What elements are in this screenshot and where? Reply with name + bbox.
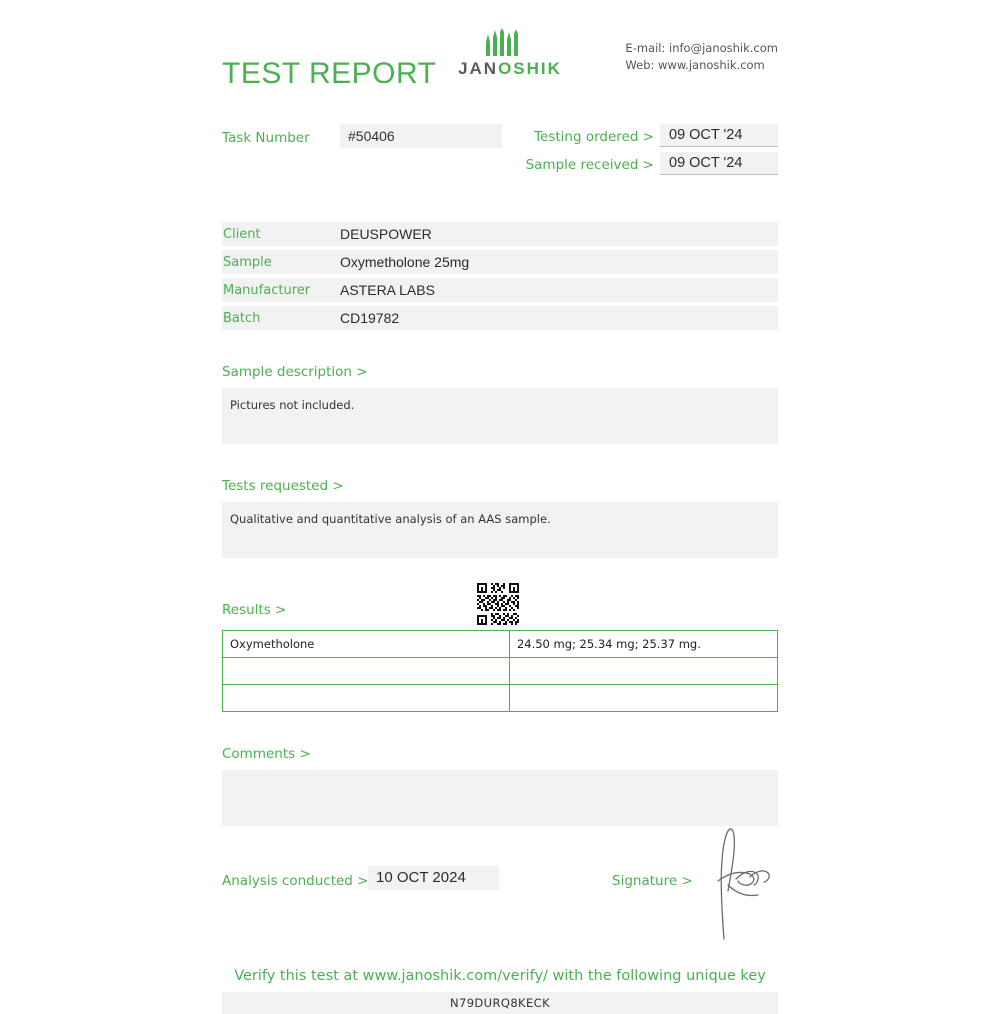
testing-ordered-value: 09 OCT '24 <box>660 124 778 147</box>
info-value-batch: CD19782 <box>340 310 400 326</box>
sample-received-value: 09 OCT '24 <box>660 152 778 175</box>
result-amount: 24.50 mg; 25.34 mg; 25.37 mg. <box>509 631 777 658</box>
logo-chart-icon <box>450 28 570 56</box>
analysis-conducted-label: Analysis conducted > <box>222 873 369 889</box>
info-value-client: DEUSPOWER <box>340 226 432 242</box>
info-value-manufacturer: ASTERA LABS <box>340 282 435 298</box>
logo-text-dark: JAN <box>458 59 499 78</box>
report-header <box>222 0 778 115</box>
analysis-row <box>222 856 778 956</box>
info-row-sample <box>222 250 778 274</box>
info-row-manufacturer <box>222 278 778 302</box>
report-document <box>222 0 778 1010</box>
qr-code-icon <box>475 581 521 627</box>
result-substance: Oxymetholone <box>223 631 510 658</box>
result-substance <box>223 685 510 712</box>
signature-image <box>706 821 776 941</box>
verify-key: N79DURQ8KECK <box>222 992 778 1014</box>
sample-received-label: Sample received > <box>525 157 654 173</box>
info-label-manufacturer: Manufacturer <box>223 283 311 298</box>
info-label-client: Client <box>223 227 261 242</box>
results-table <box>222 630 778 712</box>
contact-web: Web: www.janoshik.com <box>625 58 765 72</box>
task-row <box>222 124 778 182</box>
signature-label: Signature > <box>612 873 693 889</box>
tests-requested-heading: Tests requested > <box>222 478 344 494</box>
dates-block <box>520 124 778 180</box>
result-substance <box>223 658 510 685</box>
logo-wordmark <box>450 59 570 79</box>
info-row-client <box>222 222 778 246</box>
contact-block <box>625 40 778 74</box>
results-heading-row <box>222 586 778 630</box>
result-amount <box>509 685 777 712</box>
task-number-value: #50406 <box>340 124 502 148</box>
results-heading: Results > <box>222 602 287 618</box>
info-label-batch: Batch <box>223 311 261 326</box>
result-amount <box>509 658 777 685</box>
logo-text-green: OSHIK <box>498 59 562 78</box>
contact-email: E-mail: info@janoshik.com <box>625 41 778 55</box>
sample-received-row <box>520 152 778 180</box>
page-title: TEST REPORT <box>222 57 437 90</box>
info-label-sample: Sample <box>223 255 272 270</box>
testing-ordered-label: Testing ordered > <box>534 129 654 145</box>
analysis-conducted-date: 10 OCT 2024 <box>368 866 499 890</box>
info-value-sample: Oxymetholone 25mg <box>340 254 470 270</box>
table-row <box>223 658 778 685</box>
info-row-batch <box>222 306 778 330</box>
testing-ordered-row <box>520 124 778 152</box>
table-row <box>223 685 778 712</box>
sample-description-box: Pictures not included. <box>222 388 778 444</box>
tests-requested-box: Qualitative and quantitative analysis of an AAS sample. <box>222 502 778 558</box>
sample-description-heading: Sample description > <box>222 364 368 380</box>
verify-text: Verify this test at www.janoshik.com/verify/ with the following unique key <box>234 968 766 984</box>
janoshik-logo <box>450 28 570 79</box>
comments-box <box>222 770 778 826</box>
task-number-label: Task Number <box>222 130 310 146</box>
comments-heading: Comments > <box>222 746 311 762</box>
table-row <box>223 631 778 658</box>
info-table <box>222 222 778 330</box>
